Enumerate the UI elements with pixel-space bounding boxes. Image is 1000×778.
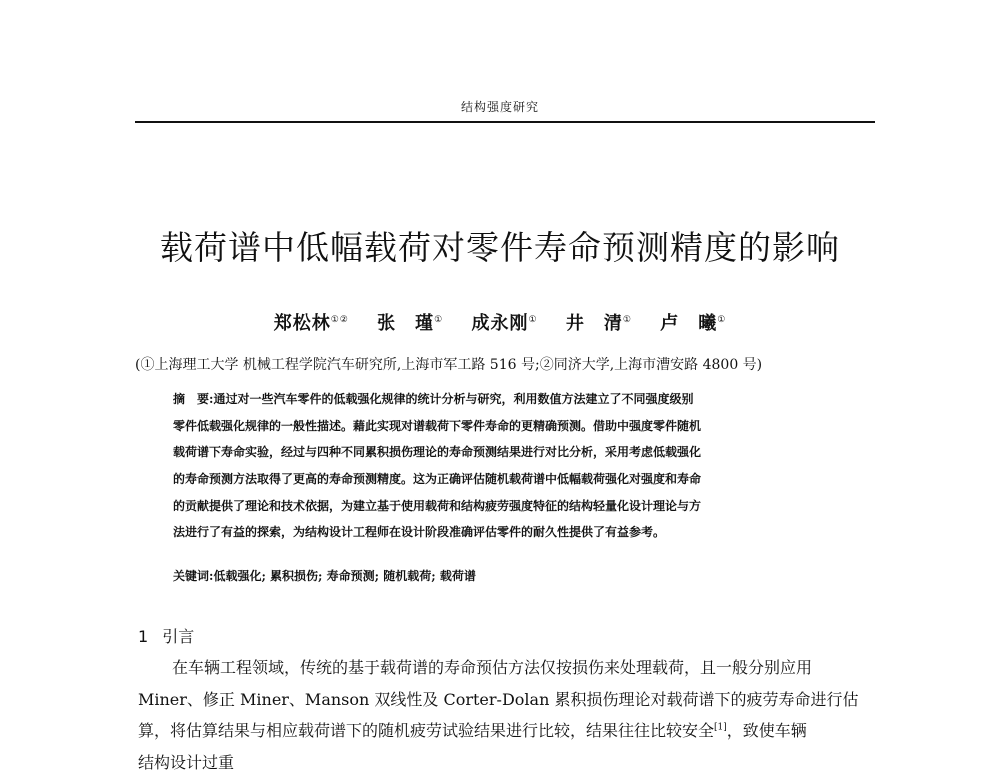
section-number: 1 [138, 627, 148, 646]
abstract-line [173, 386, 853, 413]
citation-mark: [1] [714, 723, 727, 733]
abstract-line: 的贡献提供了理论和技术依据，为建立基于使用载荷和结构疲劳强度特征的结构轻量化设计理论与方 [173, 493, 853, 520]
abstract-line: 载荷谱下寿命实验，经过与四种不同累积损伤理论的寿命预测结果进行对比分析，采用考虑低载强化 [173, 439, 853, 466]
body-line [138, 715, 878, 747]
header-rule [135, 121, 875, 123]
author-name: 郑松林 [274, 313, 331, 334]
author-affiliation-mark: ① [528, 315, 537, 325]
author-name: 成永刚 [471, 313, 528, 334]
body-line: 结构设计过重 [138, 747, 878, 778]
author-name: 张 瑾 [377, 313, 434, 334]
body-line: Miner、修正 Miner、Manson 双线性及 Corter-Dolan 累积损伤理论对载荷谱下的疲劳寿命进行估 [138, 684, 878, 716]
keywords [173, 567, 476, 584]
body-text-segment: ，致使车辆 [727, 721, 807, 740]
author [566, 309, 632, 335]
author-affiliation-mark: ① [434, 315, 443, 325]
body-line: 在车辆工程领域，传统的基于载荷谱的寿命预估方法仅按损伤来处理载荷，且一般分别应用 [138, 652, 878, 684]
author-affiliation-mark: ① [717, 315, 726, 325]
keywords-label: 关键词: [173, 569, 213, 583]
author-list [0, 309, 1000, 335]
keywords-text: 低载强化; 累积损伤; 寿命预测; 随机载荷; 载荷谱 [213, 569, 475, 583]
author [377, 309, 443, 335]
abstract-text: 通过对一些汽车零件的低载强化规律的统计分析与研究，利用数值方法建立了不同强度级别 [213, 392, 693, 406]
author-affiliation-mark: ① [623, 315, 632, 325]
author [471, 309, 537, 335]
body-text [138, 652, 878, 778]
author-name: 井 清 [566, 313, 623, 334]
abstract-line: 法进行了有益的探索，为结构设计工程师在设计阶段准确评估零件的耐久性提供了有益参考。 [173, 519, 853, 546]
abstract [173, 386, 853, 546]
author [660, 309, 726, 335]
body-text-segment: 算，将估算结果与相应载荷谱下的随机疲劳试验结果进行比较，结果往往比较安全 [138, 721, 714, 740]
author-name: 卢 曦 [660, 313, 717, 334]
abstract-label: 摘 要: [173, 392, 213, 406]
section-heading [138, 624, 194, 647]
author [274, 309, 349, 335]
affiliation: (①上海理工大学 机械工程学院汽车研究所,上海市军工路 516 号;②同济大学,上海市漕安路 4800 号) [135, 354, 762, 374]
abstract-line: 的寿命预测方法取得了更高的寿命预测精度。这为正确评估随机载荷谱中低幅载荷强化对强度和寿命 [173, 466, 853, 493]
abstract-line: 零件低载强化规律的一般性描述。藉此实现对谱载荷下零件寿命的更精确预测。借助中强度零件随机 [173, 413, 853, 440]
running-header: 结构强度研究 [0, 98, 1000, 115]
author-affiliation-mark: ①② [331, 315, 349, 325]
section-title: 引言 [162, 627, 194, 646]
paper-title: 载荷谱中低幅载荷对零件寿命预测精度的影响 [0, 222, 1000, 269]
